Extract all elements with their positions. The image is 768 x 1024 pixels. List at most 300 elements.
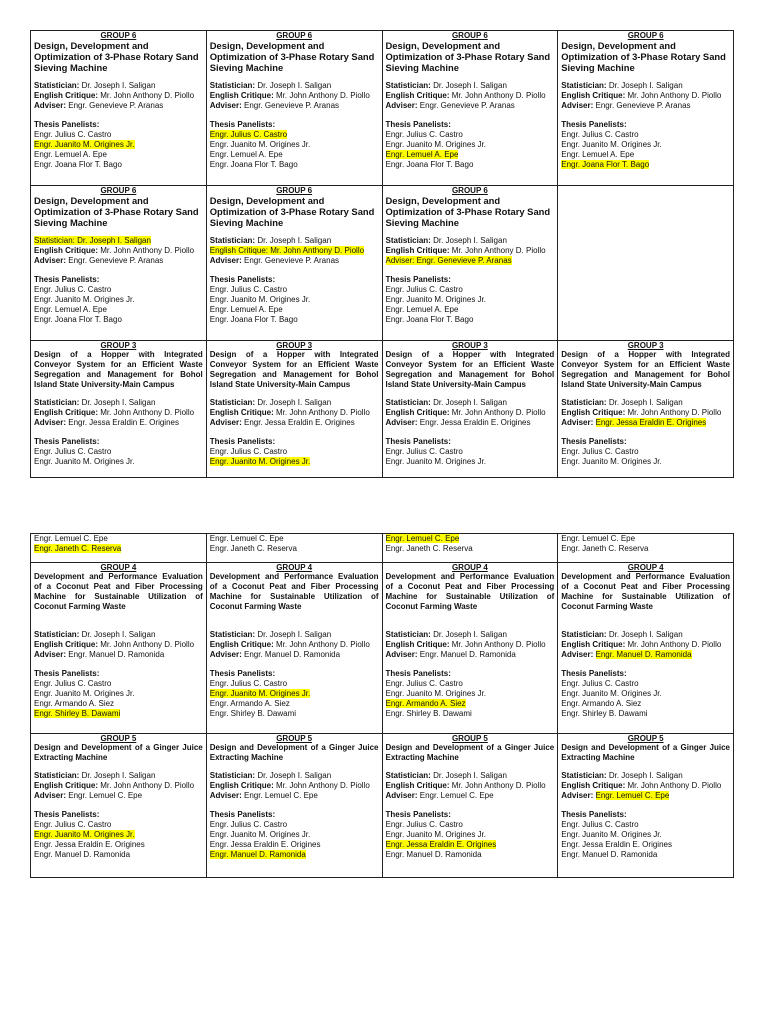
- english-critique-line: [210, 408, 379, 418]
- panelist: Engr. Jessa Eraldin E. Origines: [34, 840, 145, 850]
- statistician-name: Dr. Joseph I. Saligan: [257, 81, 332, 90]
- english-critique-label: English Critique:: [561, 781, 626, 791]
- statistician-line: [210, 398, 379, 408]
- statistician-name: Dr. Joseph I. Saligan: [257, 630, 332, 639]
- thesis-title: Design, Development and Optimization of 3-Phase Rotary Sand Sieving Machine: [209, 195, 375, 228]
- english-critique-name: Mr. John Anthony D. Piollo: [100, 91, 195, 101]
- panelists-label: Thesis Panelists:: [34, 274, 100, 284]
- group-4-card: [206, 563, 382, 734]
- english-critique-label: English Critique:: [561, 640, 626, 650]
- panelists-label: Thesis Panelists:: [561, 809, 627, 819]
- panelist: Engr. Joana Flor T. Bago: [209, 160, 298, 170]
- statistician-name: Dr. Joseph I. Saligan: [433, 630, 507, 639]
- statistician-label: Statistician:: [561, 398, 607, 407]
- panelists-label: Thesis Panelists:: [561, 436, 627, 446]
- panelist: Engr. Juanito M. Origines Jr.: [385, 457, 486, 467]
- panelist: Engr. Lemuel A. Epe: [34, 150, 107, 160]
- statistician-label: Statistician:: [209, 771, 256, 780]
- adviser-name: Engr. Manuel D. Ramonida: [244, 650, 341, 660]
- empty-cell: [558, 186, 734, 341]
- panelist: Engr. Julius C. Castro: [385, 819, 463, 829]
- panelist: Engr. Julius C. Castro: [561, 678, 639, 688]
- panelist: Engr. Janeth C. Reserva: [209, 544, 297, 554]
- english-critique-line: [210, 781, 379, 791]
- panelist: Engr. Juanito M. Origines Jr.: [561, 830, 662, 840]
- panelist: Engr. Lemuel A. Epe: [209, 150, 283, 160]
- english-critique-line: [386, 91, 555, 101]
- statistician-name: Dr. Joseph I. Saligan: [608, 771, 683, 780]
- english-critique-name: Mr. John Anthony D. Piollo: [100, 246, 195, 256]
- english-critique-name: Mr. John Anthony D. Piollo: [627, 408, 722, 418]
- thesis-title: Development and Performance Evaluation of a Coconut Peat and Fiber Processing Machine for Sustainable Utilization of Coconut Farming Waste: [209, 572, 379, 611]
- group-3-card: [558, 341, 734, 478]
- adviser-line: [210, 791, 379, 801]
- english-critique-line: [34, 246, 203, 256]
- group-heading: GROUP 4: [451, 563, 488, 572]
- panelists-label: Thesis Panelists:: [385, 809, 451, 819]
- english-critique-name: Mr. John Anthony D. Piollo: [275, 408, 370, 418]
- group-heading: GROUP 5: [451, 734, 488, 743]
- panelists-label: Thesis Panelists:: [209, 119, 276, 129]
- group-4-card: [31, 563, 207, 734]
- continuation-cell: [558, 534, 734, 563]
- adviser-name: Engr. Lemuel C. Epe: [244, 791, 318, 801]
- english-critique-line: [34, 91, 203, 101]
- english-critique-line: [386, 781, 555, 791]
- adviser-label: Adviser:: [34, 256, 67, 266]
- panelist: Engr. Lemuel A. Epe: [34, 305, 107, 315]
- panelist: Engr. Jessa Eraldin E. Origines: [561, 840, 672, 850]
- adviser-name-highlighted: Engr. Manuel D. Ramonida: [595, 650, 692, 660]
- adviser-label: Adviser:: [385, 791, 418, 801]
- panelist: Engr. Joana Flor T. Bago: [385, 160, 474, 170]
- statistician-label: Statistician:: [209, 81, 256, 90]
- group-6-card: [382, 186, 558, 341]
- statistician-line: [210, 630, 379, 640]
- english-critique-name: Mr. John Anthony D. Piollo: [100, 781, 195, 791]
- group-6-card: [31, 186, 207, 341]
- statistician-name: Dr. Joseph I. Saligan: [81, 81, 156, 90]
- adviser-name: Engr. Jessa Eraldin E. Origines: [244, 418, 355, 428]
- group-heading: GROUP 3: [100, 341, 137, 350]
- adviser-line: [210, 418, 379, 428]
- statistician-label: Statistician:: [561, 81, 607, 90]
- panelist-highlighted: Engr. Shirley B. Dawami: [34, 709, 121, 719]
- group-4-card: [558, 563, 734, 734]
- statistician-name: Dr. Joseph I. Saligan: [257, 398, 332, 407]
- statistician-label: Statistician:: [34, 81, 80, 90]
- panelist-highlighted: Engr. Lemuel A. Epe: [385, 150, 459, 160]
- panelist-highlighted: Engr. Armando A. Siez: [385, 699, 466, 709]
- panelists-label: Thesis Panelists:: [34, 809, 100, 819]
- adviser-line: [386, 101, 555, 111]
- adviser-label: Adviser:: [385, 418, 418, 428]
- group-5-card: [31, 734, 207, 878]
- english-critique-line: [34, 640, 203, 650]
- adviser-name: Engr. Genevieve P. Aranas: [68, 256, 164, 266]
- page-2-schedule: [30, 533, 734, 878]
- panelist: Engr. Lemuel C. Epe: [209, 534, 284, 543]
- panelists-label: Thesis Panelists:: [34, 436, 100, 446]
- thesis-title: Design and Development of a Ginger Juice Extracting Machine: [34, 743, 203, 762]
- adviser-highlighted: Adviser: Engr. Genevieve P. Aranas: [385, 256, 512, 266]
- panelist: Engr. Joana Flor T. Bago: [209, 315, 298, 325]
- group-heading: GROUP 4: [276, 563, 313, 572]
- english-critique-line: [561, 91, 730, 101]
- adviser-label: Adviser:: [561, 418, 594, 428]
- panelist: Engr. Armando A. Siez: [561, 699, 642, 709]
- panelist: Engr. Armando A. Siez: [209, 699, 290, 709]
- statistician-label: Statistician:: [385, 771, 431, 780]
- thesis-title: Design, Development and Optimization of 3-Phase Rotary Sand Sieving Machine: [385, 195, 551, 228]
- english-critique-label: English Critique:: [385, 781, 450, 791]
- statistician-line: [34, 81, 203, 91]
- adviser-label: Adviser:: [385, 101, 418, 111]
- table-row: [31, 534, 734, 563]
- adviser-line: [34, 256, 203, 266]
- adviser-name: Engr. Jessa Eraldin E. Origines: [68, 418, 179, 428]
- statistician-name: Dr. Joseph I. Saligan: [81, 398, 156, 407]
- panelist: Engr. Juanito M. Origines Jr.: [385, 689, 486, 699]
- panelists-label: Thesis Panelists:: [385, 274, 451, 284]
- adviser-name: Engr. Genevieve P. Aranas: [419, 101, 515, 111]
- adviser-line: [386, 791, 555, 801]
- english-critique-line: [34, 781, 203, 791]
- statistician-name: Dr. Joseph I. Saligan: [257, 771, 332, 780]
- statistician-label: Statistician:: [209, 236, 256, 245]
- adviser-name: Engr. Lemuel C. Epe: [68, 791, 143, 801]
- english-critique-highlighted: English Critique: Mr. John Anthony D. Piollo: [209, 246, 365, 256]
- adviser-label: Adviser:: [34, 418, 67, 428]
- adviser-label: Adviser:: [209, 418, 242, 428]
- group-heading: GROUP 4: [100, 563, 137, 572]
- adviser-name: Engr. Manuel D. Ramonida: [419, 650, 516, 660]
- adviser-line: [561, 418, 730, 428]
- panelist: Engr. Manuel D. Ramonida: [34, 850, 131, 860]
- statistician-line: [386, 630, 555, 640]
- thesis-title: Design of a Hopper with Integrated Conveyor System for an Efficient Waste Segregation and Management for Bohol Island State University-Main Campus: [385, 350, 555, 389]
- schedule-table-page-2: [30, 533, 734, 878]
- continuation-cell: [31, 534, 207, 563]
- panelist: Engr. Janeth C. Reserva: [561, 544, 649, 554]
- thesis-title: Development and Performance Evaluation of a Coconut Peat and Fiber Processing Machine for Sustainable Utilization of Coconut Farming Waste: [385, 572, 555, 611]
- thesis-title: Design, Development and Optimization of 3-Phase Rotary Sand Sieving Machine: [34, 195, 199, 228]
- panelist: Engr. Lemuel C. Epe: [34, 534, 108, 543]
- continuation-cell: [382, 534, 558, 563]
- group-5-card: [558, 734, 734, 878]
- group-3-card: [206, 341, 382, 478]
- thesis-title: Development and Performance Evaluation of a Coconut Peat and Fiber Processing Machine for Sustainable Utilization of Coconut Farming Waste: [561, 572, 730, 611]
- panelist-highlighted: Engr. Juanito M. Origines Jr.: [34, 140, 135, 150]
- english-critique-label: English Critique:: [561, 408, 626, 418]
- statistician-line: [210, 771, 379, 781]
- panelist: Engr. Julius C. Castro: [561, 446, 639, 456]
- group-4-card: [382, 563, 558, 734]
- panelist: Engr. Julius C. Castro: [209, 678, 288, 688]
- group-heading: GROUP 6: [100, 186, 137, 195]
- thesis-title: Design of a Hopper with Integrated Conveyor System for an Efficient Waste Segregation and Management for Bohol Island State University-Main Campus: [209, 350, 379, 389]
- panelist-highlighted: Engr. Juanito M. Origines Jr.: [209, 457, 311, 467]
- english-critique-name: Mr. John Anthony D. Piollo: [451, 246, 546, 256]
- panelist: Engr. Lemuel C. Epe: [561, 534, 636, 543]
- group-heading: GROUP 6: [451, 31, 488, 40]
- panelists-label: Thesis Panelists:: [385, 436, 451, 446]
- group-5-card: [382, 734, 558, 878]
- statistician-line: [386, 236, 555, 246]
- panelists-label: Thesis Panelists:: [561, 119, 627, 129]
- english-critique-name: Mr. John Anthony D. Piollo: [451, 781, 546, 791]
- panelist-highlighted: Engr. Julius C. Castro: [209, 129, 288, 139]
- panelist: Engr. Juanito M. Origines Jr.: [561, 457, 662, 467]
- adviser-name: Engr. Genevieve P. Aranas: [68, 101, 164, 111]
- table-row: [31, 341, 734, 478]
- panelist: Engr. Julius C. Castro: [34, 446, 112, 456]
- adviser-name: Engr. Genevieve P. Aranas: [244, 101, 340, 111]
- panelists-label: Thesis Panelists:: [385, 668, 451, 678]
- statistician-label: Statistician:: [34, 771, 80, 780]
- thesis-title: Design, Development and Optimization of 3-Phase Rotary Sand Sieving Machine: [561, 40, 726, 73]
- english-critique-line: [561, 408, 730, 418]
- panelist: Engr. Julius C. Castro: [385, 284, 463, 294]
- statistician-label: Statistician:: [209, 630, 256, 639]
- group-6-card: [206, 31, 382, 186]
- english-critique-label: English Critique:: [34, 781, 98, 791]
- panelist: Engr. Juanito M. Origines Jr.: [385, 295, 486, 305]
- panelist-highlighted: Engr. Juanito M. Origines Jr.: [34, 830, 135, 840]
- thesis-title: Design, Development and Optimization of 3-Phase Rotary Sand Sieving Machine: [34, 40, 199, 73]
- panelist: Engr. Julius C. Castro: [34, 129, 112, 139]
- thesis-title: Design and Development of a Ginger Juice Extracting Machine: [561, 743, 730, 762]
- table-row: [31, 563, 734, 734]
- panelist: Engr. Janeth C. Reserva: [385, 544, 473, 554]
- english-critique-label: English Critique:: [34, 246, 98, 256]
- panelist: Engr. Joana Flor T. Bago: [34, 315, 122, 325]
- statistician-name: Dr. Joseph I. Saligan: [433, 771, 507, 780]
- panelist: Engr. Juanito M. Origines Jr.: [34, 689, 135, 699]
- adviser-line: [34, 650, 203, 660]
- english-critique-name: Mr. John Anthony D. Piollo: [451, 91, 546, 101]
- panelist: Engr. Lemuel A. Epe: [385, 305, 459, 315]
- panelist: Engr. Juanito M. Origines Jr.: [209, 295, 311, 305]
- adviser-name-highlighted: Engr. Jessa Eraldin E. Origines: [595, 418, 707, 428]
- panelists-label: Thesis Panelists:: [209, 809, 276, 819]
- statistician-line: [34, 630, 203, 640]
- panelist: Engr. Juanito M. Origines Jr.: [34, 457, 135, 467]
- panelist: Engr. Juanito M. Origines Jr.: [385, 140, 486, 150]
- group-6-card: [31, 31, 207, 186]
- adviser-line: [386, 418, 555, 428]
- group-heading: GROUP 6: [627, 31, 664, 40]
- statistician-label: Statistician:: [561, 771, 607, 780]
- english-critique-line: [34, 408, 203, 418]
- panelist: Engr. Julius C. Castro: [209, 819, 288, 829]
- english-critique-name: Mr. John Anthony D. Piollo: [100, 408, 195, 418]
- english-critique-label: English Critique:: [385, 246, 450, 256]
- english-critique-line: [210, 640, 379, 650]
- english-critique-label: English Critique:: [209, 781, 274, 791]
- adviser-line: [210, 650, 379, 660]
- table-row: [31, 31, 734, 186]
- thesis-title: Design and Development of a Ginger Juice Extracting Machine: [385, 743, 555, 762]
- panelist-highlighted: Engr. Manuel D. Ramonida: [209, 850, 306, 860]
- adviser-name: Engr. Jessa Eraldin E. Origines: [419, 418, 531, 428]
- group-heading: GROUP 6: [100, 31, 137, 40]
- panelist: Engr. Lemuel A. Epe: [209, 305, 283, 315]
- adviser-line: [34, 418, 203, 428]
- english-critique-line: [210, 91, 379, 101]
- english-critique-line: [561, 640, 730, 650]
- panelists-label: Thesis Panelists:: [209, 436, 276, 446]
- statistician-name: Dr. Joseph I. Saligan: [608, 398, 683, 407]
- adviser-line: [561, 650, 730, 660]
- statistician-name: Dr. Joseph I. Saligan: [257, 236, 332, 245]
- statistician-name: Dr. Joseph I. Saligan: [81, 771, 156, 780]
- adviser-label: Adviser:: [209, 101, 242, 111]
- statistician-line: [386, 81, 555, 91]
- statistician-label: Statistician:: [34, 398, 80, 407]
- panelists-label: Thesis Panelists:: [34, 668, 100, 678]
- thesis-title: Design of a Hopper with Integrated Conveyor System for an Efficient Waste Segregation and Management for Bohol Island State University-Main Campus: [34, 350, 203, 389]
- table-row: [31, 186, 734, 341]
- adviser-line: [210, 256, 379, 266]
- group-3-card: [31, 341, 207, 478]
- continuation-cell: [206, 534, 382, 563]
- english-critique-name: Mr. John Anthony D. Piollo: [627, 781, 722, 791]
- panelists-label: Thesis Panelists:: [209, 274, 276, 284]
- thesis-title: Design, Development and Optimization of 3-Phase Rotary Sand Sieving Machine: [209, 40, 375, 73]
- panelist: Engr. Shirley B. Dawami: [209, 709, 297, 719]
- adviser-label: Adviser:: [209, 650, 242, 660]
- thesis-title: Development and Performance Evaluation of a Coconut Peat and Fiber Processing Machine for Sustainable Utilization of Coconut Farming Waste: [34, 572, 203, 611]
- english-critique-name: Mr. John Anthony D. Piollo: [275, 640, 370, 650]
- adviser-name-highlighted: Engr. Lemuel C. Epe: [595, 791, 670, 801]
- statistician-name: Dr. Joseph I. Saligan: [433, 81, 507, 90]
- english-critique-label: English Critique:: [385, 408, 450, 418]
- panelists-label: Thesis Panelists:: [385, 119, 451, 129]
- adviser-label: Adviser:: [385, 650, 418, 660]
- group-heading: GROUP 6: [276, 31, 313, 40]
- adviser-line: [386, 650, 555, 660]
- statistician-name: Dr. Joseph I. Saligan: [81, 630, 156, 639]
- adviser-label: Adviser:: [34, 650, 67, 660]
- group-6-card: [558, 31, 734, 186]
- panelist: Engr. Julius C. Castro: [34, 819, 112, 829]
- adviser-label: Adviser:: [34, 101, 67, 111]
- panelist: Engr. Juanito M. Origines Jr.: [385, 830, 486, 840]
- panelist-highlighted: Engr. Janeth C. Reserva: [34, 544, 122, 554]
- statistician-line: [561, 630, 730, 640]
- group-heading: GROUP 5: [276, 734, 313, 743]
- adviser-line: [210, 101, 379, 111]
- statistician-name: Dr. Joseph I. Saligan: [433, 398, 507, 407]
- statistician-label: Statistician:: [561, 630, 607, 639]
- adviser-label: Adviser:: [561, 650, 594, 660]
- panelist-highlighted: Engr. Lemuel C. Epe: [385, 534, 460, 543]
- schedule-table-page-1: [30, 30, 734, 478]
- group-6-card: [382, 31, 558, 186]
- statistician-name: Dr. Joseph I. Saligan: [608, 630, 683, 639]
- adviser-name: Engr. Manuel D. Ramonida: [68, 650, 165, 660]
- panelist-highlighted: Engr. Joana Flor T. Bago: [561, 160, 650, 170]
- statistician-highlighted: Statistician: Dr. Joseph I. Saligan: [34, 236, 151, 245]
- panelist: Engr. Manuel D. Ramonida: [561, 850, 658, 860]
- group-heading: GROUP 6: [276, 186, 313, 195]
- group-3-card: [382, 341, 558, 478]
- panelist-highlighted: Engr. Jessa Eraldin E. Origines: [385, 840, 497, 850]
- panelist: Engr. Julius C. Castro: [209, 446, 288, 456]
- adviser-name: Engr. Lemuel C. Epe: [419, 791, 494, 801]
- panelist: Engr. Jessa Eraldin E. Origines: [209, 840, 321, 850]
- english-critique-label: English Critique:: [209, 408, 274, 418]
- panelist: Engr. Shirley B. Dawami: [561, 709, 648, 719]
- panelists-label: Thesis Panelists:: [34, 119, 100, 129]
- adviser-line: [561, 101, 730, 111]
- statistician-label: Statistician:: [34, 630, 80, 639]
- english-critique-name: Mr. John Anthony D. Piollo: [627, 91, 722, 101]
- english-critique-name: Mr. John Anthony D. Piollo: [275, 91, 370, 101]
- statistician-label: Statistician:: [385, 398, 431, 407]
- table-row: [31, 734, 734, 878]
- english-critique-label: English Critique:: [34, 408, 98, 418]
- panelists-label: Thesis Panelists:: [209, 668, 276, 678]
- statistician-label: Statistician:: [385, 81, 431, 90]
- statistician-line: [561, 81, 730, 91]
- group-heading: GROUP 5: [100, 734, 137, 743]
- english-critique-label: English Critique:: [385, 640, 450, 650]
- group-heading: GROUP 4: [627, 563, 664, 572]
- panelist: Engr. Julius C. Castro: [34, 678, 112, 688]
- adviser-label: Adviser:: [561, 101, 594, 111]
- adviser-label: Adviser:: [209, 791, 242, 801]
- panelists-label: Thesis Panelists:: [561, 668, 627, 678]
- panelist: Engr. Joana Flor T. Bago: [385, 315, 474, 325]
- statistician-label: Statistician:: [385, 236, 431, 245]
- statistician-line: [386, 398, 555, 408]
- english-critique-label: English Critique:: [209, 91, 274, 101]
- english-critique-line: [386, 408, 555, 418]
- group-heading: GROUP 5: [627, 734, 664, 743]
- panelist: Engr. Shirley B. Dawami: [385, 709, 472, 719]
- english-critique-name: Mr. John Anthony D. Piollo: [451, 640, 546, 650]
- statistician-name: Dr. Joseph I. Saligan: [608, 81, 683, 90]
- panelist: Engr. Juanito M. Origines Jr.: [209, 830, 311, 840]
- adviser-line: [34, 101, 203, 111]
- statistician-name: Dr. Joseph I. Saligan: [433, 236, 507, 245]
- english-critique-line: [386, 246, 555, 256]
- english-critique-name: Mr. John Anthony D. Piollo: [100, 640, 195, 650]
- adviser-name: Engr. Genevieve P. Aranas: [244, 256, 340, 266]
- english-critique-label: English Critique:: [34, 91, 98, 101]
- panelist: Engr. Lemuel A. Epe: [561, 150, 635, 160]
- group-heading: GROUP 6: [451, 186, 488, 195]
- english-critique-name: Mr. John Anthony D. Piollo: [627, 640, 722, 650]
- group-heading: GROUP 3: [451, 341, 488, 350]
- panelist: Engr. Julius C. Castro: [209, 284, 288, 294]
- english-critique-name: Mr. John Anthony D. Piollo: [451, 408, 546, 418]
- panelist: Engr. Julius C. Castro: [385, 446, 463, 456]
- panelist: Engr. Juanito M. Origines Jr.: [34, 295, 135, 305]
- statistician-line: [34, 771, 203, 781]
- english-critique-name: Mr. John Anthony D. Piollo: [275, 781, 370, 791]
- group-heading: GROUP 3: [627, 341, 664, 350]
- page-1-schedule: [30, 30, 734, 478]
- panelist: Engr. Joana Flor T. Bago: [34, 160, 122, 170]
- panelist: Engr. Julius C. Castro: [561, 129, 639, 139]
- english-critique-label: English Critique:: [385, 91, 450, 101]
- thesis-title: Design, Development and Optimization of 3-Phase Rotary Sand Sieving Machine: [385, 40, 551, 73]
- statistician-line: [210, 236, 379, 246]
- statistician-line: [561, 398, 730, 408]
